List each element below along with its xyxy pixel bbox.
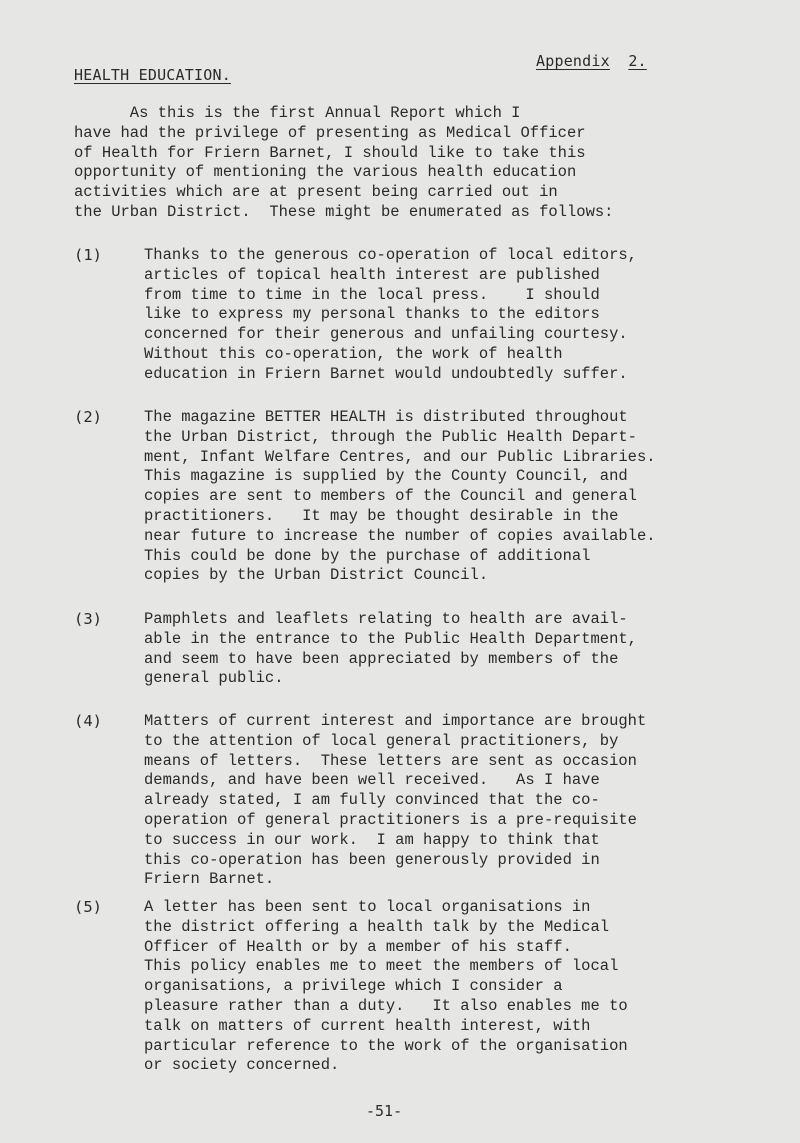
intro-paragraph: As this is the first Annual Report which I have had the privilege of presenting as Medical Officer of Health for Friern Barnet, I should like to take this opportunity of mentioning the various health education activities which are at present being carried out in the Urban District. These might be enumerated as follows: <box>74 104 614 221</box>
item-text: Thanks to the generous co-operation of local editors, articles of topical health interest are published from time to time in the local press. I should like to express my personal thanks to the editors concerned for their generous and unfailing courtesy. Without this co-operation, the work of health education in Friern Barnet would undoubtedly suffer. <box>144 246 637 383</box>
item-number: (3) <box>74 610 102 628</box>
page-title: HEALTH EDUCATION. <box>74 66 231 84</box>
item-text: The magazine BETTER HEALTH is distributed throughout the Urban District, through the Public Health Depart- ment, Infant Welfare Centres, and our Public Libraries. This magazine is supplied by the County Council, and copies are sent to members of the Council and general practitioners. It may be thought desirable in the near future to increase the number of copies available. This could be done by the purchase of additional copies by the Urban District Council. <box>144 408 656 585</box>
appendix-label <box>536 52 647 70</box>
item-number: (4) <box>74 712 102 730</box>
appendix-number: 2. <box>628 52 647 70</box>
item-text: Pamphlets and leaflets relating to health are avail- able in the entrance to the Public Health Department, and seem to have been appreciated by members of the general public. <box>144 610 637 688</box>
item-text: A letter has been sent to local organisations in the district offering a health talk by the Medical Officer of Health or by a member of his staff. This policy enables me to meet the members of local organisations, a privilege which I consider a pleasure rather than a duty. It also enables me to talk on matters of current health interest, with particular reference to the work of the organisation or society concerned. <box>144 898 628 1075</box>
appendix-word: Appendix <box>536 52 610 70</box>
page-number: -51- <box>366 1102 403 1120</box>
item-number: (5) <box>74 898 102 916</box>
item-text: Matters of current interest and importance are brought to the attention of local general practitioners, by means of letters. These letters are sent as occasion demands, and have been well received. As I have already stated, I am fully convinced that the co- operation of general practitioners is a pre-requisite to success in our work. I am happy to think that this co-operation has been generously provided in Friern Barnet. <box>144 712 647 889</box>
item-number: (2) <box>74 408 102 426</box>
item-number: (1) <box>74 246 102 264</box>
